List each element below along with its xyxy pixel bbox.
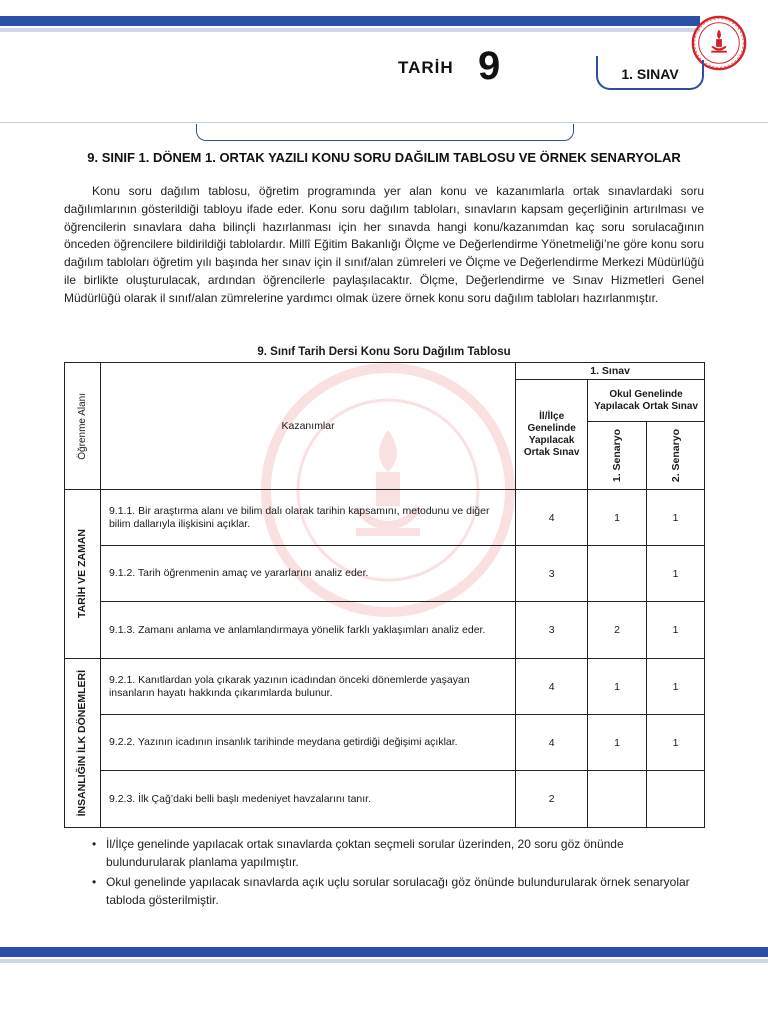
outcome-cell: 9.2.2. Yazının icadının insanlık tarihinde meydana getirdiği değişimi açıklar. xyxy=(100,715,515,771)
scenario2-count: 1 xyxy=(647,546,705,602)
exam-label: 1. SINAV xyxy=(621,66,679,82)
outcome-cell: 9.2.3. İlk Çağ’daki belli başlı medeniyet havzalarını tanır. xyxy=(100,771,515,828)
notes-list xyxy=(92,836,706,912)
scenario1-count xyxy=(588,546,647,602)
province-count: 3 xyxy=(516,546,588,602)
note-text: Okul genelinde yapılacak sınavlarda açık uçlu sorular sorulacağı göz önünde bulundurularak örnek senaryolar tabloda gösterilmiştir. xyxy=(106,875,690,907)
province-count: 4 xyxy=(516,715,588,771)
scenario2-count: 1 xyxy=(647,602,705,659)
header-scenario-2: 2. Senaryo xyxy=(647,422,705,490)
bottom-accent-line xyxy=(0,959,768,963)
bullet-icon: • xyxy=(92,875,97,889)
distribution-table xyxy=(64,362,705,828)
note-text: İl/İlçe genelinde yapılacak ortak sınavlarda çoktan seçmeli sorular üzerinden, 20 soru göz önünde bulundurularak planlama yapılmıştır. xyxy=(106,837,624,869)
header-outcomes: Kazanımlar xyxy=(100,363,515,490)
scenario1-count: 1 xyxy=(588,659,647,715)
province-count: 4 xyxy=(516,490,588,546)
bullet-icon: • xyxy=(92,837,97,851)
area-cell-1: TARİH VE ZAMAN xyxy=(65,490,101,659)
table-row xyxy=(65,546,705,602)
scenario1-count: 2 xyxy=(588,602,647,659)
table-row xyxy=(65,715,705,771)
grade-number: 9 xyxy=(478,44,501,88)
intro-text: Konu soru dağılım tablosu, öğretim programında yer alan konu ve kazanımlarla ortak sınavlardaki soru dağılımlarının gösterildiği tabloyu ifade eder. Konu soru dağılım tabloları, sınavların kapsam geçerliğinin artırılması ve öğrencilerin sınavlara daha bilinçli hazırlanması için her sınavda hangi konu/kazanımdan kaç soru sorulacağının önceden öğrencilere bildirildiği tablolardır. Millî Eğitim Bakanlığı Ölçme ve Değerlendirme Yönetmeliği’ne göre konu soru dağılım tabloları öğretim yılı başında her sınav için il sınıf/alan zümreleri ve Ölçme ve Değerlendirme Merkezi Müdürlüğü ile birlikte oluşturulacak, ardından öğrencilerle paylaşılacaktır. Ölçme, Değerlendirme ve Sınav Hizmetleri Genel Müdürlüğü olarak il sınıf/alan zümrelerine yardımcı olmak üzere örnek konu soru dağılım tabloları hazırlanmıştır. xyxy=(64,184,704,305)
page-heading: 9. SINIF 1. DÖNEM 1. ORTAK YAZILI KONU SORU DAĞILIM TABLOSU VE ÖRNEK SENARYOLAR xyxy=(87,150,681,165)
header-exam: 1. Sınav xyxy=(516,363,705,380)
header-province-exam: İl/İlçe Genelinde Yapılacak Ortak Sınav xyxy=(516,380,588,490)
bottom-accent-bar xyxy=(0,947,768,957)
outcome-cell: 9.1.3. Zamanı anlama ve anlamlandırmaya yönelik farklı yaklaşımları analiz eder. xyxy=(100,602,515,659)
table-title: 9. Sınıf Tarih Dersi Konu Soru Dağılım Tablosu xyxy=(257,346,511,358)
table-row xyxy=(65,659,705,715)
scenario2-count: 1 xyxy=(647,659,705,715)
intro-paragraph xyxy=(64,183,704,308)
province-count: 3 xyxy=(516,602,588,659)
table-row xyxy=(65,490,705,546)
header-learning-area: Öğrenme Alanı xyxy=(65,363,101,490)
province-count: 4 xyxy=(516,659,588,715)
list-item xyxy=(92,836,706,871)
scenario2-count: 1 xyxy=(647,715,705,771)
header-scenario-1: 1. Senaryo xyxy=(588,422,647,490)
list-item xyxy=(92,874,706,909)
header-school-exam: Okul Genelinde Yapılacak Ortak Sınav xyxy=(588,380,705,422)
scenario1-count: 1 xyxy=(588,490,647,546)
outcome-cell: 9.1.2. Tarih öğrenmenin amaç ve yararlarını analiz eder. xyxy=(100,546,515,602)
province-count: 2 xyxy=(516,771,588,828)
header-bracket xyxy=(196,124,574,141)
top-accent-line xyxy=(0,28,700,32)
scenario2-count: 1 xyxy=(647,490,705,546)
scenario1-count: 1 xyxy=(588,715,647,771)
top-accent-bar xyxy=(0,16,700,26)
outcome-cell: 9.1.1. Bir araştırma alanı ve bilim dalı olarak tarihin kapsamını, metodunu ve diğer bilim dallarıyla ilişkisini açıklar. xyxy=(100,490,515,546)
scenario1-count xyxy=(588,771,647,828)
table-row xyxy=(65,771,705,828)
scenario2-count xyxy=(647,771,705,828)
outcome-cell: 9.2.1. Kanıtlardan yola çıkarak yazının icadından önceki dönemlerde yaşayan insanların hayatı hakkında çıkarımlarda bulunur. xyxy=(100,659,515,715)
table-row xyxy=(65,602,705,659)
subject-title: TARİH xyxy=(398,58,454,77)
header-divider xyxy=(0,122,768,123)
exam-tab xyxy=(596,60,704,90)
area-cell-2: İNSANLIĞIN İLK DÖNEMLERİ xyxy=(65,659,101,828)
